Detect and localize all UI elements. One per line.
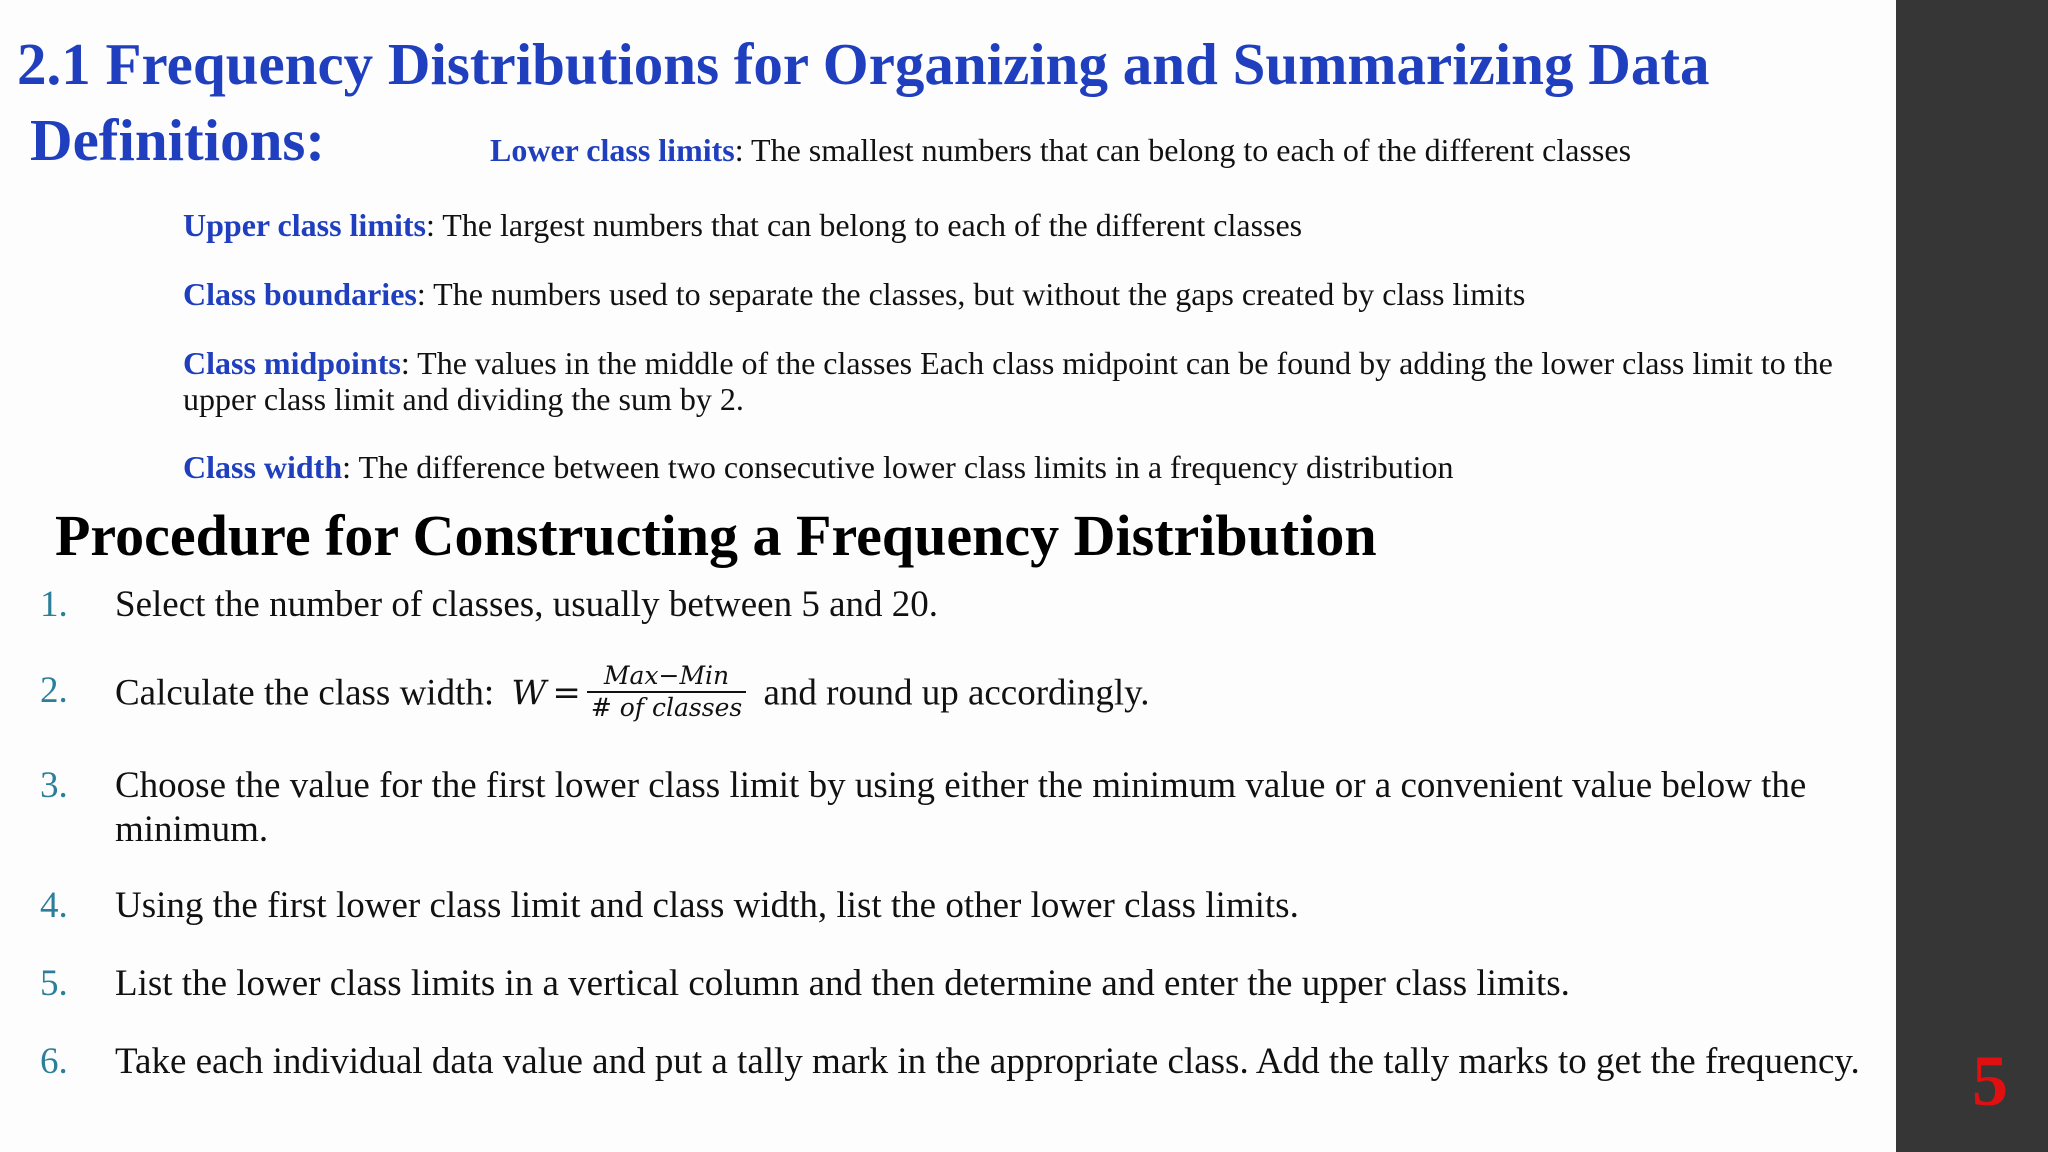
definition-class-width xyxy=(183,449,1823,485)
definition-term: Class boundaries xyxy=(183,276,417,312)
step-text: Choose the value for the first lower class limit by using either the minimum value or a convenient value below the minimum. xyxy=(115,765,1807,850)
definition-term: Class width xyxy=(183,449,343,485)
step-text-after: and round up accordingly. xyxy=(754,672,1150,714)
step-number: 2. xyxy=(40,670,68,711)
formula-variable: W xyxy=(511,673,547,714)
step-text: List the lower class limits in a vertical column and then determine and enter the upper class limits. xyxy=(115,963,1570,1004)
step-number: 4. xyxy=(40,885,68,926)
definition-term: Class midpoints xyxy=(183,345,401,381)
slide-sidebar xyxy=(1896,0,2048,1152)
step-text: Select the number of classes, usually between 5 and 20. xyxy=(115,584,939,625)
class-width-formula xyxy=(511,661,746,723)
definition-upper-class-limits xyxy=(183,207,1823,243)
definition-text: : The values in the middle of the classes Each class midpoint can be found by adding the lower class limit to the upper class limit and dividing the sum by 2. xyxy=(183,345,1833,417)
step-text-before: Calculate the class width: xyxy=(115,672,504,714)
definition-term: Lower class limits xyxy=(490,132,735,168)
formula-denominator: # of classes xyxy=(590,693,743,722)
definition-text: : The largest numbers that can belong to each of the different classes xyxy=(425,207,1303,243)
step-number: 5. xyxy=(40,963,68,1004)
formula-fraction xyxy=(587,661,746,723)
step-number: 1. xyxy=(40,584,68,625)
step-text: Take each individual data value and put a tally mark in the appropriate class. Add the tally marks to get the frequency. xyxy=(115,1041,1860,1082)
definitions-heading: Definitions: xyxy=(30,107,325,173)
definition-class-boundaries xyxy=(183,276,1823,312)
step-number: 3. xyxy=(40,765,68,806)
step-text: Using the first lower class limit and class width, list the other lower class limits. xyxy=(115,885,1299,926)
definition-text: : The difference between two consecutive lower class limits in a frequency distribution xyxy=(342,449,1454,485)
definition-text: : The smallest numbers that can belong to each of the different classes xyxy=(734,132,1632,168)
page-number: 5 xyxy=(1972,1041,2008,1121)
definition-class-midpoints xyxy=(183,345,1833,417)
step-text xyxy=(115,661,1895,723)
formula-numerator: Max−Min xyxy=(587,661,746,693)
definition-term: Upper class limits xyxy=(183,207,426,243)
step-number: 6. xyxy=(40,1041,68,1082)
slide-title: 2.1 Frequency Distributions for Organizing and Summarizing Data xyxy=(17,31,1710,97)
definition-lower-class-limits xyxy=(490,132,1870,168)
formula-equals: = xyxy=(552,673,581,714)
procedure-heading: Procedure for Constructing a Frequency Distribution xyxy=(55,503,1377,568)
definition-text: : The numbers used to separate the classes, but without the gaps created by class limits xyxy=(416,276,1526,312)
